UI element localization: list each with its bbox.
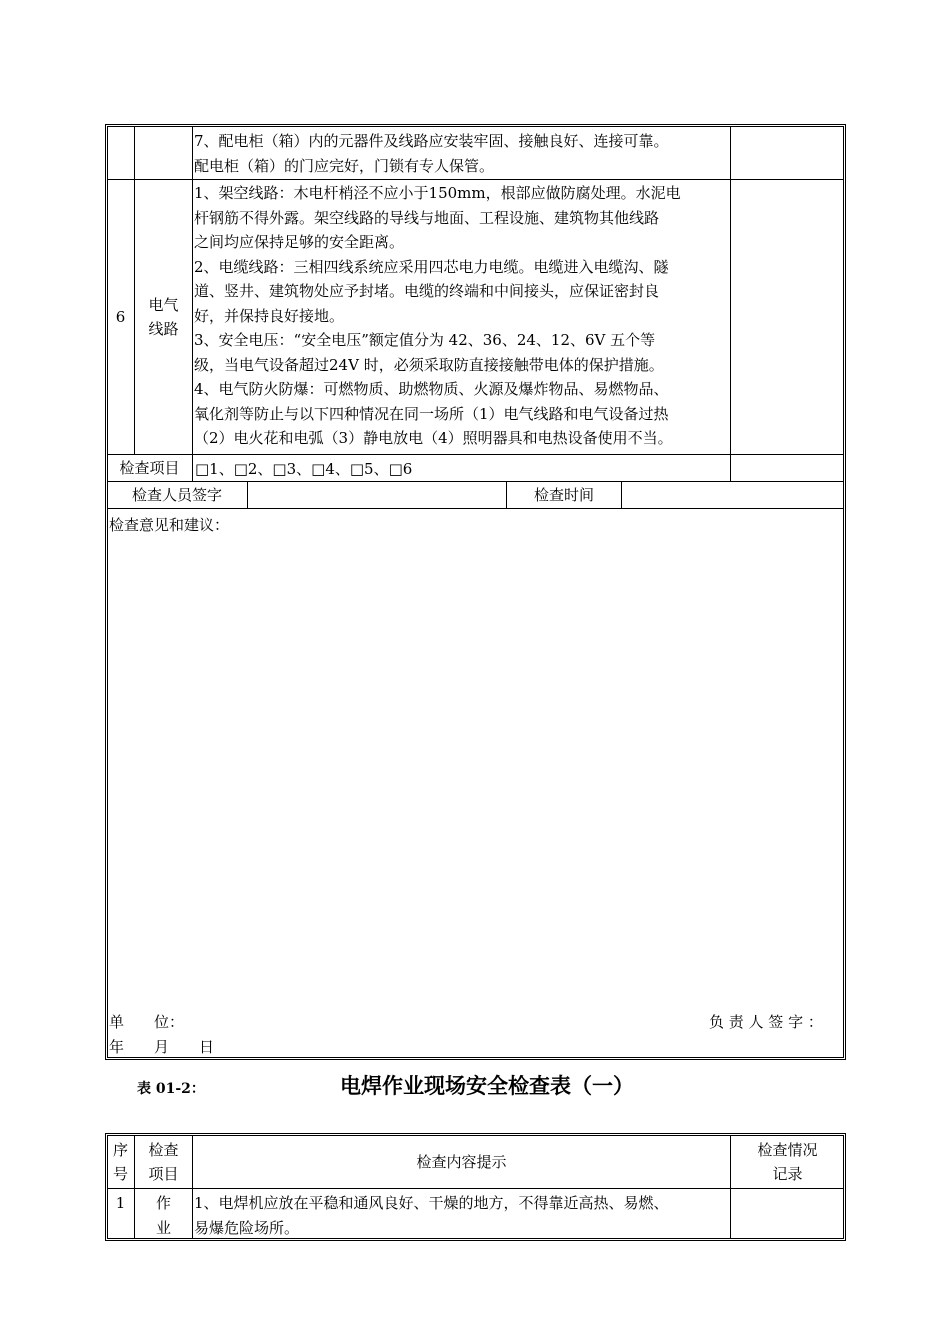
content-line: 级，当电气设备超过24V 时，必须采取防直接接触带电体的保护措施。 [194, 355, 664, 374]
content-line: 氧化剂等防止与以下四种情况在同一场所（1）电气线路和电气设备过热 [194, 404, 669, 423]
header-content: 检查内容提示 [416, 1152, 507, 1171]
content-line: 易爆危险场所。 [194, 1218, 300, 1237]
inspector-signature-label: 检查人员签字 [131, 485, 222, 504]
row1-number: 1 [115, 1194, 126, 1212]
content-line: 好，并保持良好接地。 [194, 306, 345, 325]
content-line: 配电柜（箱）的门应完好，门锁有专人保管。 [194, 156, 495, 175]
row6-number: 6 [115, 307, 126, 326]
header-number: 序 号 [112, 1140, 128, 1183]
row1-content [194, 1191, 728, 1240]
content-line: 1、电焊机应放在平稳和通风良好、干燥的地方，不得靠近高热、易燃、 [194, 1194, 669, 1212]
date-line: 年 月 日 [109, 1038, 215, 1056]
unit-label: 单 位： [109, 1013, 185, 1031]
row1-item: 作 业 [155, 1194, 171, 1237]
row-top-content [194, 129, 728, 178]
item-line: 电气 [148, 295, 179, 314]
header-record: 检查情况 记录 [757, 1140, 818, 1183]
inspection-time-label: 检查时间 [533, 485, 594, 504]
row6-content [194, 181, 728, 451]
check-items-label: 检查项目 [119, 458, 180, 477]
row6-item [135, 180, 192, 454]
content-line: （2）电火花和电弧（3）静电放电（4）照明器具和电热设备使用不当。 [194, 429, 673, 447]
content-line: 7、配电柜（箱）内的元器件及线路应安装牢固、接触良好、连接可靠。 [194, 132, 669, 150]
responsible-signature-label: 负 责 人 签 字 ： [709, 1013, 823, 1031]
header-item: 检查 项目 [148, 1140, 179, 1183]
table-2-code: 表 01-2： [137, 1081, 205, 1097]
content-line: 杆钢筋不得外露。架空线路的导线与地面、工程设施、建筑物其他线路 [194, 208, 660, 227]
check-items-value: □1、□2、□3、□4、□5、□6 [195, 460, 413, 478]
table-2-title: 电焊作业现场安全检查表（一） [340, 1073, 634, 1098]
inspection-time-field [622, 482, 844, 508]
inspector-signature-field [248, 482, 506, 508]
content-line: 3、安全电压：“安全电压”额定值分为 42、36、24、12、6V 五个等 [194, 331, 656, 349]
opinion-label: 检查意见和建议： [109, 516, 230, 534]
content-line: 道、竖井、建筑物处应予封堵。电缆的终端和中间接头，应保证密封良 [194, 282, 660, 300]
content-line: 2、电缆线路：三相四线系统应采用四芯电力电缆。电缆进入电缆沟、隧 [194, 257, 669, 276]
content-line: 1、架空线路：木电杆梢泾不应小于150mm，根部应做防腐处理。水泥电 [194, 184, 681, 202]
content-line: 之间均应保持足够的安全距离。 [194, 233, 405, 251]
content-line: 4、电气防火防爆：可燃物质、助燃物质、火源及爆炸物品、易燃物品、 [194, 380, 669, 398]
item-line: 线路 [148, 320, 179, 338]
